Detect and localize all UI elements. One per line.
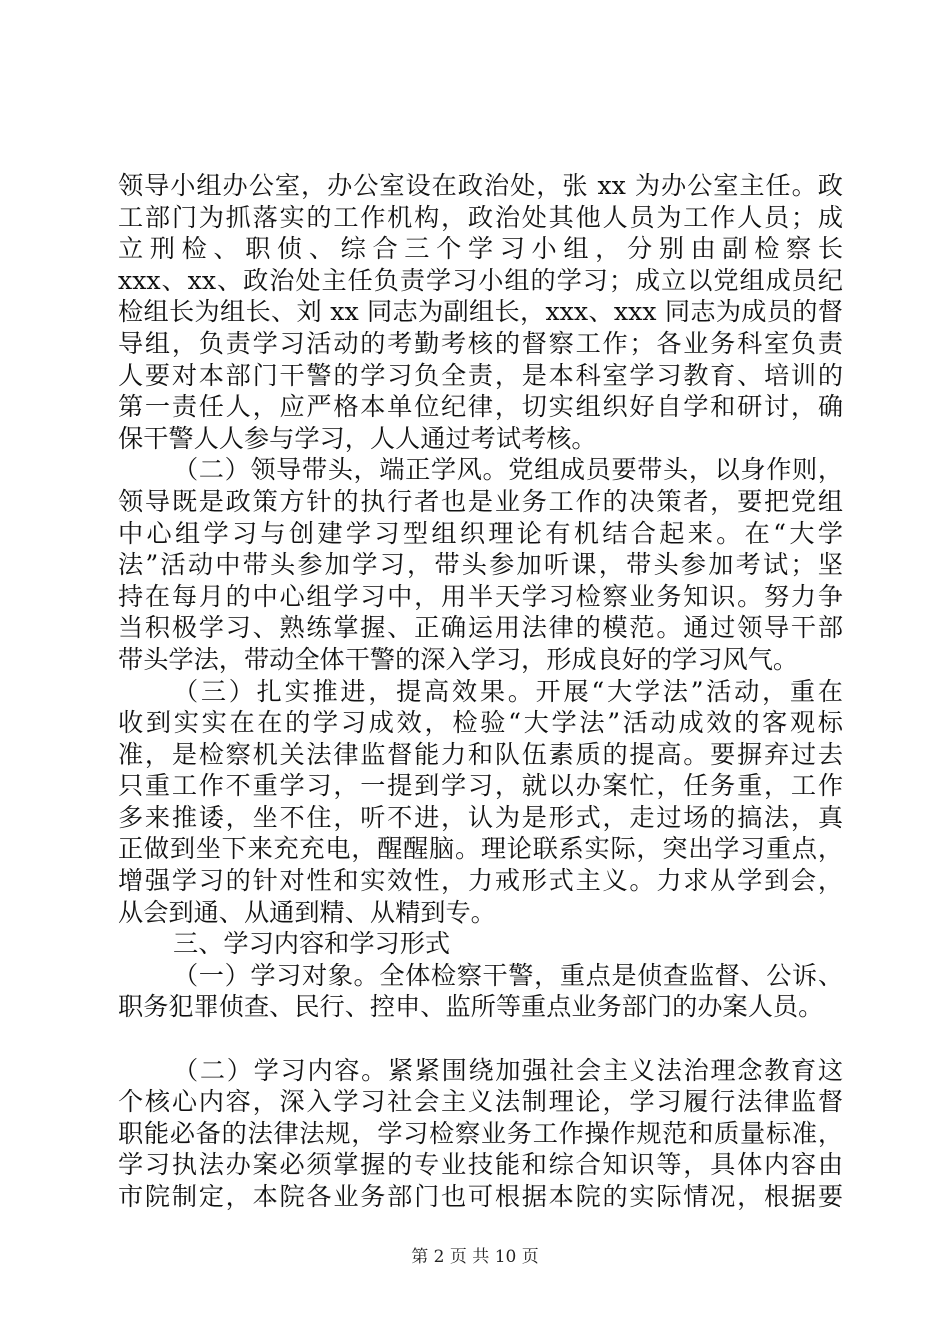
paragraph-heading-line: （二）学习内容。紧紧围绕加强社会主义法治理念教育这 bbox=[173, 1055, 843, 1085]
body-line: 市院制定，本院各业务部门也可根据本院的实际情况，根据要 bbox=[118, 1182, 843, 1211]
body-line: 人要对本部门干警的学习负全责，是本科室学习教育、培训的 bbox=[118, 360, 843, 390]
paragraph-heading-line: （二）领导带头，端正学风。党组成员要带头，以身作则， bbox=[173, 455, 843, 485]
body-line: 工部门为抓落实的工作机构，政治处其他人员为工作人员；成 bbox=[118, 202, 843, 232]
page-footer: 第 2 页 共 10 页 bbox=[411, 1247, 539, 1267]
paragraph-heading-line: （三）扎实推进，提高效果。开展“大学法”活动，重在 bbox=[173, 676, 843, 706]
paragraph-heading-line: （一）学习对象。全体检察干警，重点是侦查监督、公诉、 bbox=[173, 960, 843, 990]
body-line: 学习执法办案必须掌握的专业技能和综合知识等，具体内容由 bbox=[118, 1150, 843, 1180]
body-line: 法”活动中带头参加学习，带头参加听课，带头参加考试；坚 bbox=[118, 550, 843, 580]
body-line: xxx、xx、政治处主任负责学习小组的学习；成立以党组成员纪 bbox=[118, 265, 843, 295]
body-line: 收到实实在在的学习成效，检验“大学法”活动成效的客观标 bbox=[118, 708, 843, 738]
body-line: 当积极学习、熟练掌握、正确运用法律的模范。通过领导干部 bbox=[118, 613, 843, 643]
paragraph-gap bbox=[118, 1023, 843, 1055]
body-line: 只重工作不重学习，一提到学习，就以办案忙，任务重，工作 bbox=[118, 771, 843, 801]
body-line: 多来推诿，坐不住，听不进，认为是形式，走过场的搞法，真 bbox=[118, 802, 843, 832]
body-line: 正做到坐下来充充电，醒醒脑。理论联系实际，突出学习重点， bbox=[118, 834, 843, 864]
body-line: 准，是检察机关法律监督能力和队伍素质的提高。要摒弃过去 bbox=[118, 739, 843, 769]
body-line: 中心组学习与创建学习型组织理论有机结合起来。在“大学 bbox=[118, 518, 843, 548]
body-line: 领导既是政策方针的执行者也是业务工作的决策者，要把党组 bbox=[118, 486, 843, 516]
body-line: 个核心内容，深入学习社会主义法制理论，学习履行法律监督 bbox=[118, 1087, 843, 1117]
body-line: 第一责任人，应严格本单位纪律，切实组织好自学和研讨，确 bbox=[118, 392, 843, 422]
section-heading: 三、学习内容和学习形式 bbox=[173, 929, 451, 959]
body-line: 保干警人人参与学习，人人通过考试考核。 bbox=[118, 423, 597, 453]
body-line: 增强学习的针对性和实效性，力戒形式主义。力求从学到会， bbox=[118, 866, 843, 896]
body-line: 检组长为组长、刘 xx 同志为副组长，xxx、xxx 同志为成员的督 bbox=[118, 297, 843, 327]
body-line: 职务犯罪侦查、民行、控申、监所等重点业务部门的办案人员。 bbox=[118, 992, 824, 1022]
body-line: 从会到通、从通到精、从精到专。 bbox=[118, 897, 496, 927]
body-line: 持在每月的中心组学习中，用半天学习检察业务知识。努力争 bbox=[118, 581, 843, 611]
document-body bbox=[118, 170, 843, 1213]
body-line: 职能必备的法律法规，学习检察业务工作操作规范和质量标准， bbox=[118, 1118, 843, 1148]
body-line: 立刑检、职侦、综合三个学习小组，分别由副检察长 bbox=[118, 234, 843, 264]
body-line: 领导小组办公室，办公室设在政治处，张 xx 为办公室主任。政 bbox=[118, 171, 843, 200]
body-line: 带头学法，带动全体干警的深入学习，形成良好的学习风气。 bbox=[118, 644, 799, 674]
body-line: 导组，负责学习活动的考勤考核的督察工作；各业务科室负责 bbox=[118, 328, 843, 358]
